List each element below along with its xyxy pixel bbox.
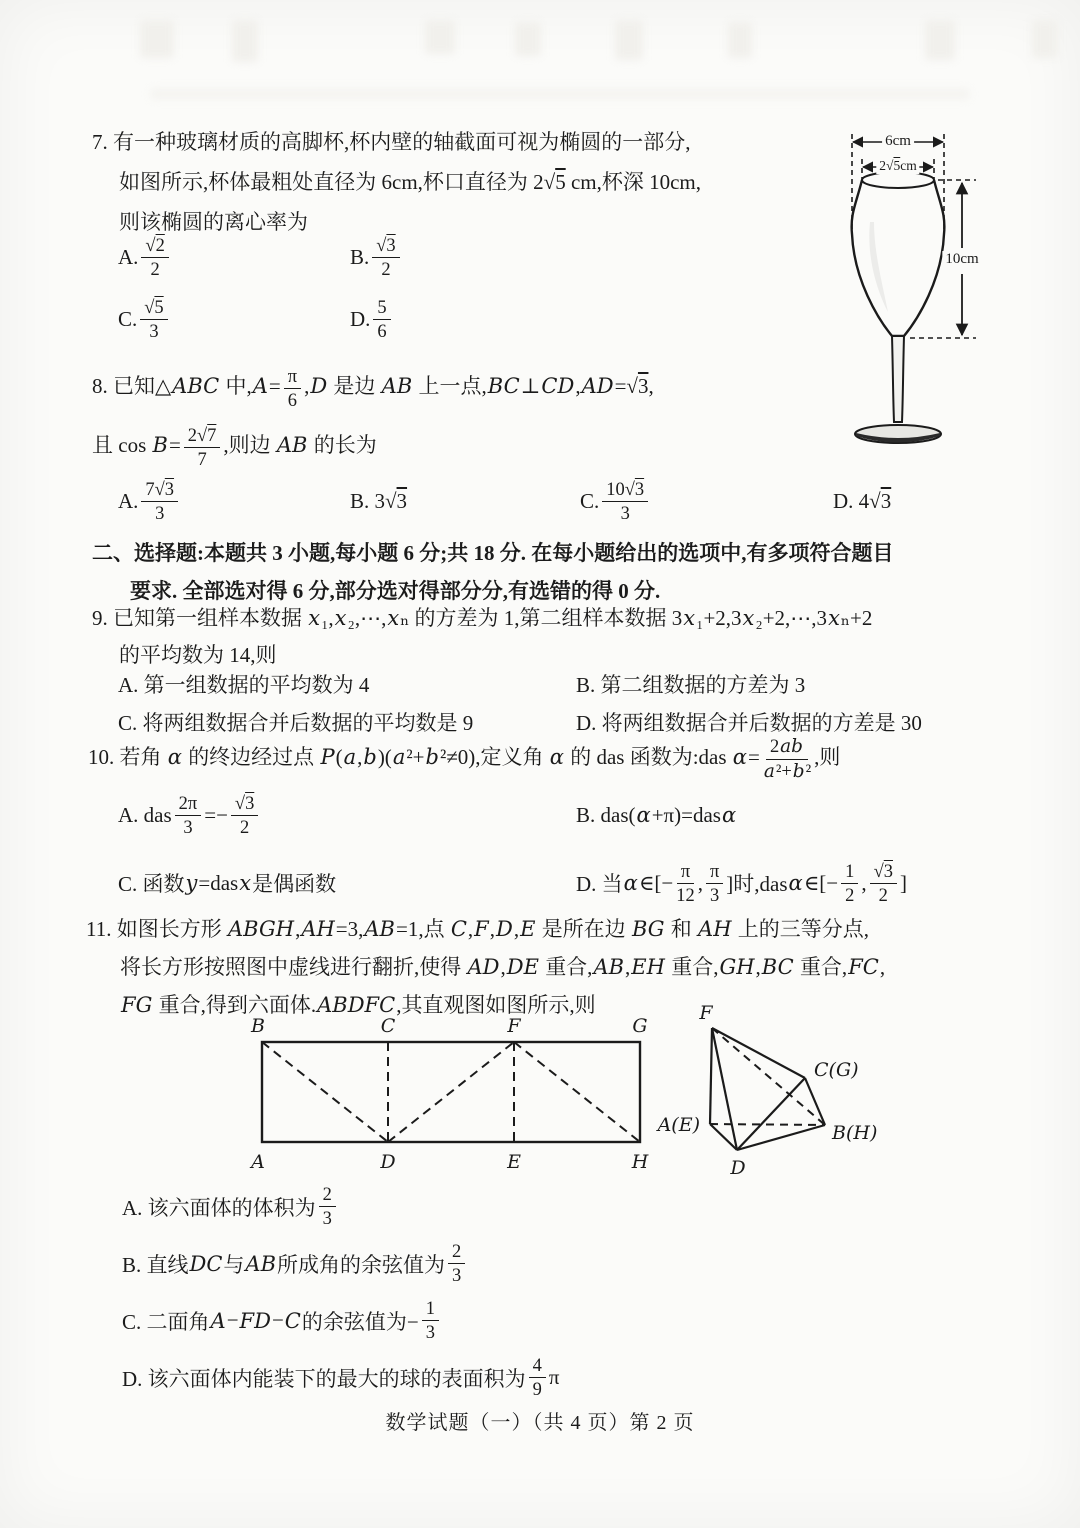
q8-line-1: 8. 已知△ABC 中,A= $\frac{\pi}{6}$ ,D 是边 AB 上一点,BC⊥CD,AD=√3,	[92, 366, 654, 410]
q8-option-d: D. 4 √3	[833, 488, 892, 513]
page-footer: 数学试题（一）（共 4 页）第 2 页	[385, 1412, 695, 1434]
glass-width-label: 6cm	[882, 133, 914, 150]
q7-option-a: A. √2 2	[118, 230, 350, 284]
solid-label-CG: C(G)	[814, 1059, 859, 1081]
rect-label-F: F	[507, 1015, 521, 1037]
question-10	[88, 726, 840, 788]
q9-option-a: A. 第一组数据的平均数为 4	[118, 673, 370, 697]
q11-rectangle-figure	[240, 1008, 660, 1188]
q9-line-2: 的平均数为 14,则	[119, 643, 277, 667]
rectangle-fold-drawing	[240, 1008, 660, 1183]
solid-label-AE: A(E)	[657, 1114, 700, 1136]
q9-line-1: 9. 已知第一组样本数据 x₁,x₂,⋯,xₙ 的方差为 1,第二组样本数据 3x₁+2,3x₂+2,⋯,3xₙ+2	[92, 606, 873, 630]
rect-label-B: B	[251, 1015, 265, 1037]
q7-options	[118, 230, 403, 346]
q9-option-b: B. 第二组数据的方差为 3	[576, 673, 806, 697]
question-7	[92, 122, 701, 242]
q7-line-3: 则该椭圆的离心率为	[119, 210, 308, 234]
q8-options	[118, 474, 891, 528]
q10-option-c: C. 函数 y =das x 是偶函数	[118, 870, 337, 896]
q8-option-c: C. 10√3 3	[580, 474, 833, 528]
q7-line-2: 如图所示,杯体最粗处直径为 6cm,杯口直径为 2√5 cm,杯深 10cm,	[119, 170, 701, 194]
q9-option-c: C. 将两组数据合并后数据的平均数是 9	[118, 711, 474, 735]
q11-options	[122, 1178, 560, 1406]
question-8	[92, 358, 654, 476]
q7-option-b: B. √3 2	[350, 230, 403, 284]
q8-line-2: 且 cos B= $\frac{2√7}{7}$ ,则边 AB 的长为	[92, 425, 377, 469]
glass-depth-label: 10cm	[942, 251, 981, 268]
q10-option-d: D. 当 α ∈[− π 12 , π 3 ]时,das α ∈[− 1 2 , √3 2 ]	[576, 860, 907, 905]
q11-solid-figure	[648, 1002, 938, 1192]
q11-line-2: 将长方形按照图中虚线进行翻折,使得 AD,DE 重合,AB,EH 重合,GH,BC 重合,FC,	[120, 955, 886, 979]
q10-options	[118, 788, 907, 910]
q9-option-d: D. 将两组数据合并后数据的方差是 30	[576, 711, 922, 735]
solid-label-D: D	[730, 1157, 746, 1179]
section-2-line-2: 要求. 全部选对得 6 分,部分选对得部分分,有选错的得 0 分.	[130, 579, 661, 603]
rect-label-G: G	[632, 1015, 648, 1037]
q7-option-d: D. 5 6	[350, 292, 403, 346]
hexahedron-drawing	[648, 1002, 938, 1187]
rect-label-A: A	[251, 1151, 265, 1173]
rect-label-E: E	[507, 1151, 521, 1173]
question-9	[92, 600, 872, 674]
q10-option-b: B. das( α +π)=das α	[576, 802, 737, 827]
q8-option-b: B. 3 √3	[350, 488, 408, 513]
solid-label-F: F	[699, 1002, 713, 1024]
section-2-line-1: 二、选择题:本题共 3 小题,每小题 6 分;共 18 分. 在每小题给出的选项中,有多项符合题目	[92, 541, 894, 565]
q11-line-3: FG 重合,得到六面体.ABDFC,其直观图如图所示,则	[121, 993, 596, 1017]
section-2-header	[92, 534, 893, 610]
rect-label-D: D	[380, 1151, 396, 1173]
q11-option-a: A. 该六面体的体积为 2 3	[122, 1178, 560, 1235]
q11-option-d: D. 该六面体内能装下的最大的球的表面积为 4 9 π	[122, 1355, 560, 1399]
glass-mouth-label: 2√5cm	[876, 158, 919, 174]
rect-label-H: H	[631, 1151, 649, 1173]
q11-option-c: C. 二面角 A − FD − C 的余弦值为− 1 3	[122, 1292, 560, 1349]
q10-option-a: A. das 2π 3 =− √3 2	[118, 788, 576, 842]
solid-label-BH: B(H)	[832, 1122, 878, 1144]
wine-glass-drawing	[822, 122, 1032, 478]
q10-line-1: 10. 若角 α 的终边经过点 P(a,b)(a²+b²≠0),定义角 α 的 das 函数为:das α= $\frac{2ab}{\text{a²+b²}}$ ,则	[88, 736, 841, 782]
q8-option-a: A. 7√3 3	[118, 474, 350, 528]
q7-wine-glass-figure	[822, 122, 1032, 478]
rect-label-C: C	[380, 1015, 396, 1037]
q7-line-1: 7. 有一种玻璃材质的高脚杯,杯内壁的轴截面可视为椭圆的一部分,	[92, 130, 691, 154]
q11-line-1: 11. 如图长方形 ABGH,AH=3,AB=1,点 C,F,D,E 是所在边 BG 和 AH 上的三等分点,	[86, 917, 870, 941]
q7-option-c: C. √5 3	[118, 292, 350, 346]
q11-option-b: B. 直线 DC 与 AB 所成角的余弦值为 2 3	[122, 1235, 560, 1292]
